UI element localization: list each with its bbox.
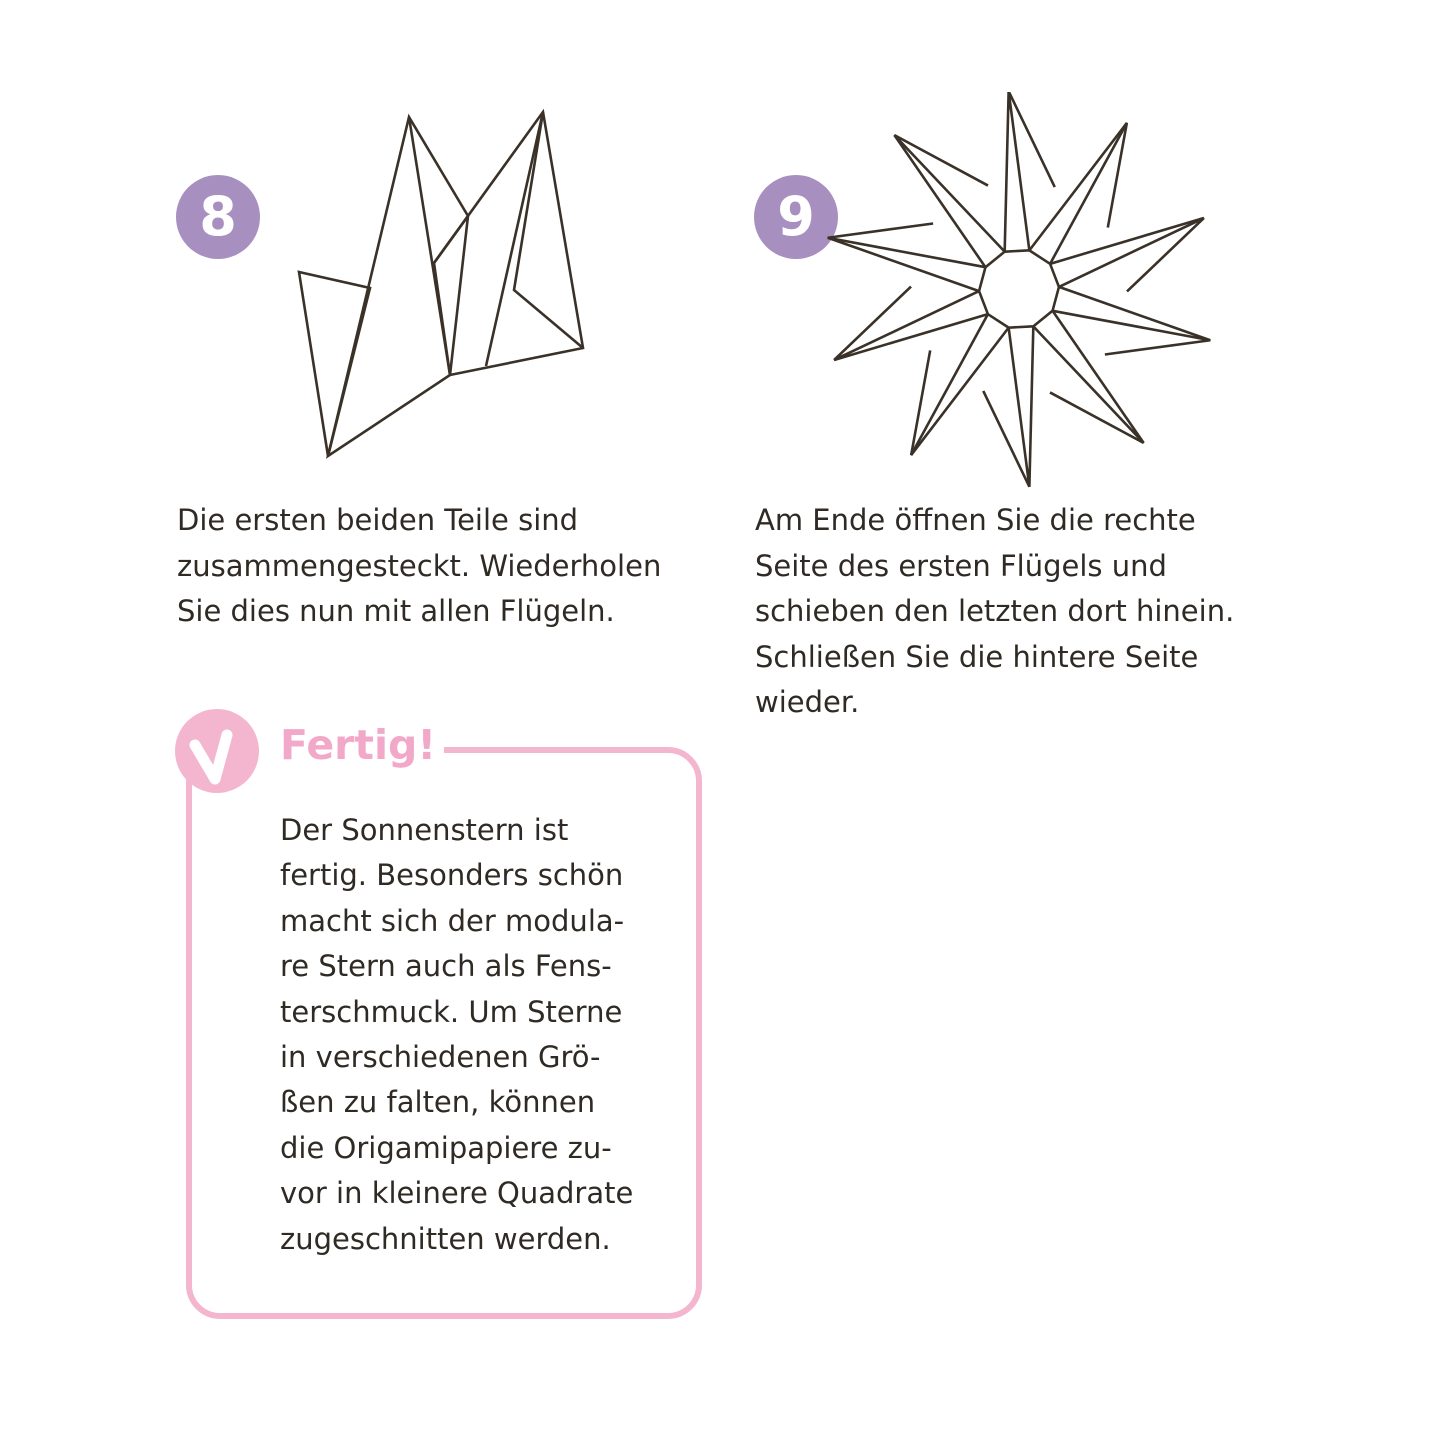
- step-8-folding-diagram: [290, 100, 600, 470]
- text-line: Seite des ersten Flügels und: [755, 548, 1167, 583]
- text-line: in verschiedenen Grö-: [280, 1040, 601, 1075]
- text-line: wieder.: [755, 685, 860, 719]
- done-title: Fertig!: [280, 721, 437, 769]
- text-line: macht sich der modula-: [280, 903, 625, 938]
- text-line: schieben den letzten dort hinein.: [755, 594, 1235, 628]
- text-line: ßen zu falten, können: [280, 1085, 596, 1120]
- text-line: die Origamipapiere zu-: [280, 1130, 612, 1165]
- step-9-instructions: [755, 498, 1234, 726]
- text-line: Die ersten beiden Teile sind: [177, 503, 579, 537]
- text-line: Schließen Sie die hintere Seite: [755, 639, 1199, 674]
- step-9-star-diagram: [812, 92, 1224, 488]
- text-line: Am Ende öffnen Sie die rechte: [755, 503, 1196, 537]
- step-8-instructions: [177, 498, 661, 635]
- text-line: zusammengesteckt. Wiederholen: [177, 548, 662, 583]
- done-description: [280, 808, 633, 1262]
- text-line: zugeschnitten werden.: [280, 1221, 611, 1256]
- checkmark-icon: [175, 709, 259, 793]
- text-line: fertig. Besonders schön: [280, 858, 624, 893]
- text-line: Sie dies nun mit allen Flügeln.: [177, 594, 615, 628]
- step-9-number: 9: [754, 175, 838, 259]
- step-8-number: 8: [176, 175, 260, 259]
- text-line: Der Sonnenstern ist: [280, 813, 569, 847]
- text-line: terschmuck. Um Sterne: [280, 994, 623, 1029]
- text-line: vor in kleinere Quadrate: [280, 1176, 634, 1211]
- text-line: re Stern auch als Fens-: [280, 949, 612, 984]
